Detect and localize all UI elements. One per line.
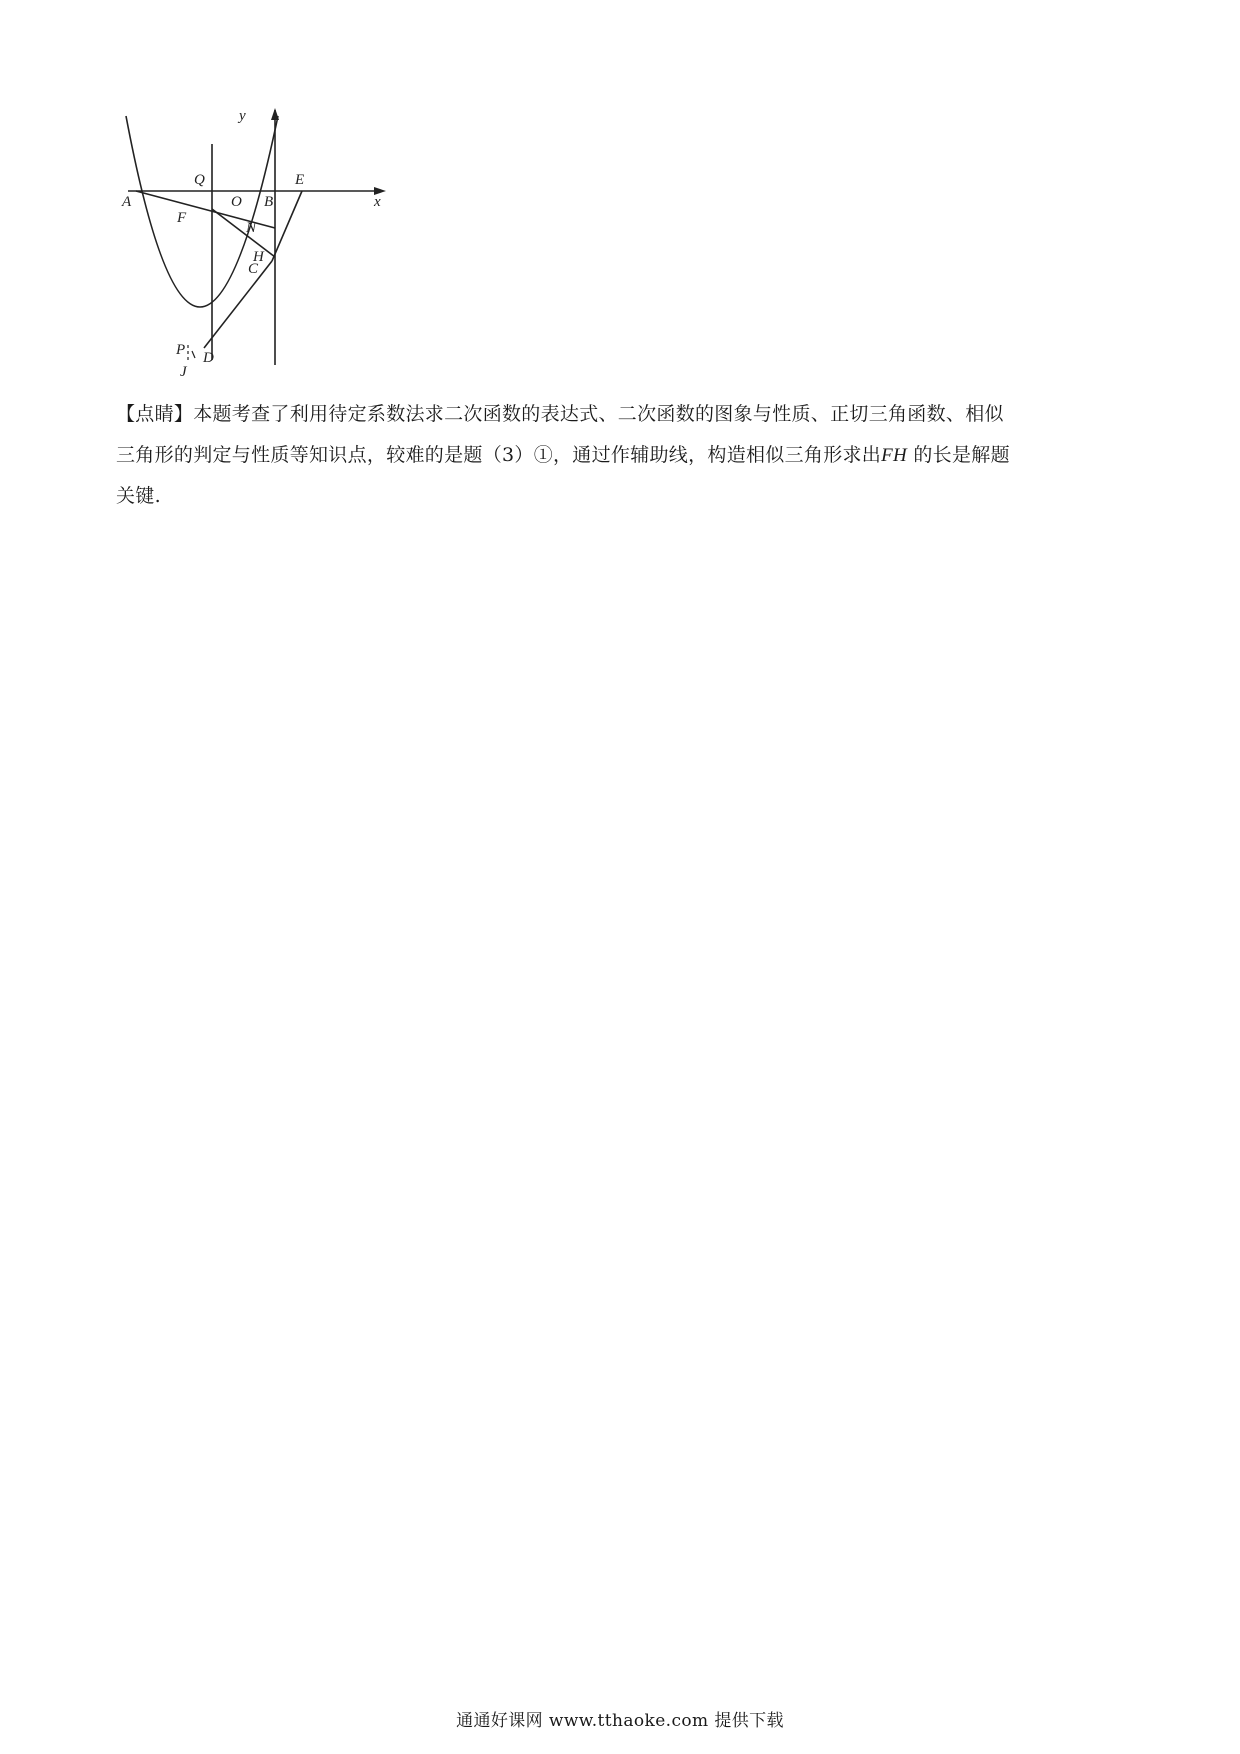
label-n: N bbox=[246, 220, 257, 236]
math-fh: FH bbox=[881, 445, 908, 466]
label-h: H bbox=[253, 249, 264, 265]
label-b: B bbox=[264, 194, 274, 210]
segment-cd bbox=[204, 261, 272, 348]
note-line-3: 关键. bbox=[116, 485, 161, 507]
tick-mark bbox=[192, 351, 195, 358]
label-y: y bbox=[239, 108, 246, 124]
label-f: F bbox=[177, 210, 187, 226]
label-c: C bbox=[248, 261, 259, 277]
label-p: P bbox=[176, 342, 186, 358]
label-j: J bbox=[180, 364, 187, 380]
note-line-2-text: 三角形的判定与性质等知识点，较难的是题（3）①，通过作辅助线，构造相似三角形求出 bbox=[116, 444, 882, 466]
analysis-note bbox=[116, 394, 1126, 517]
label-e: E bbox=[295, 172, 305, 188]
label-q: Q bbox=[194, 172, 205, 188]
parabola bbox=[126, 116, 278, 307]
label-x: x bbox=[374, 194, 381, 210]
note-line-2 bbox=[116, 435, 1126, 476]
note-line-2-tail: 的长是解题 bbox=[907, 444, 1010, 466]
label-o: O bbox=[231, 194, 242, 210]
label-d: D bbox=[203, 350, 214, 366]
segment-ec bbox=[272, 191, 302, 261]
geometry-figure bbox=[122, 108, 396, 380]
segment-fh bbox=[212, 209, 275, 257]
note-line-1: 【点睛】本题考查了利用待定系数法求二次函数的表达式、二次函数的图象与性质、正切三角函数、相似 bbox=[116, 403, 1004, 425]
label-a: A bbox=[122, 194, 132, 210]
page-footer: 通通好课网 www.tthaoke.com 提供下载 bbox=[456, 1711, 784, 1731]
parabola-diagram bbox=[122, 108, 396, 380]
